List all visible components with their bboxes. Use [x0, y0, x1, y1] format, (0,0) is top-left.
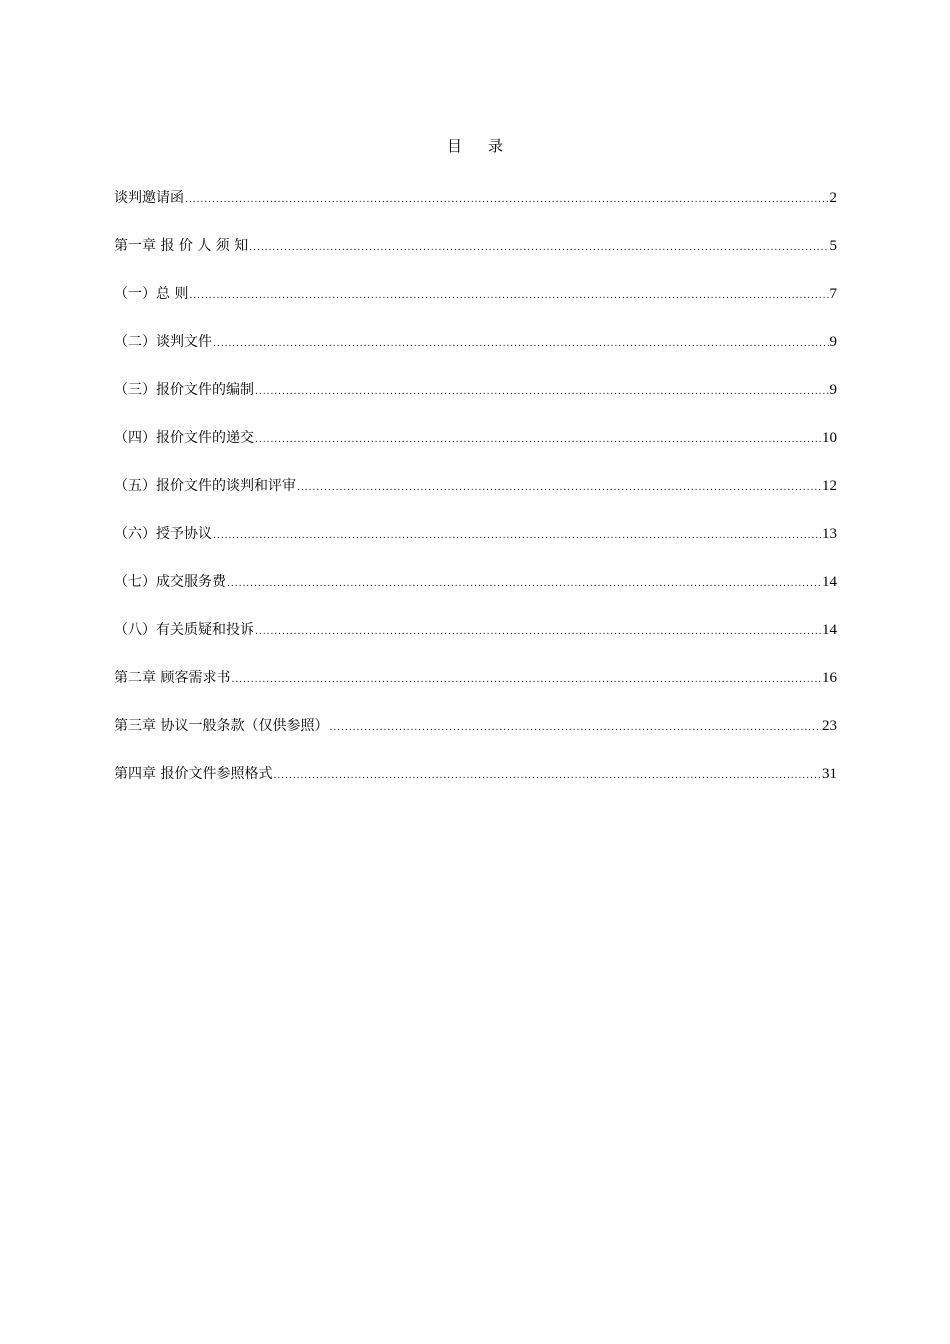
toc-entry-label: 第二章 顾客需求书 [114, 670, 231, 686]
toc-entry-label: （七）成交服务费 [114, 574, 226, 590]
toc-entry-section-3[interactable] [114, 378, 837, 426]
toc-entry-label: 谈判邀请函 [114, 190, 184, 206]
toc-entry-section-6[interactable] [114, 522, 837, 570]
toc-entry-page-number: 5 [829, 238, 837, 254]
toc-entry-page-number: 9 [829, 382, 837, 398]
toc-entry-page-number: 7 [829, 286, 837, 302]
dot-leader [249, 236, 828, 260]
dot-leader [185, 188, 829, 212]
dot-leader [213, 524, 821, 548]
dot-leader [255, 620, 821, 644]
toc-entry-page-number: 23 [822, 718, 837, 734]
toc-entry-label: 第一章 报 价 人 须 知 [114, 238, 249, 254]
toc-entry-section-8[interactable] [114, 618, 837, 666]
toc-entry-label: （六）授予协议 [114, 526, 212, 542]
toc-entry-page-number: 16 [822, 670, 837, 686]
toc-entry-section-2[interactable] [114, 330, 837, 378]
toc-entry-label: （二）谈判文件 [114, 334, 212, 350]
dot-leader [213, 332, 829, 356]
toc-entry-page-number: 14 [822, 574, 837, 590]
toc-entry-page-number: 10 [822, 430, 837, 446]
dot-leader [231, 668, 821, 692]
toc-entry-chapter-4[interactable] [114, 762, 837, 810]
dot-leader [189, 284, 828, 308]
toc-title: 目录 [446, 137, 529, 155]
toc-entry-chapter-1[interactable] [114, 234, 837, 282]
toc-entry-label: （八）有关质疑和投诉 [114, 622, 254, 638]
toc-entry-label: （四）报价文件的递交 [114, 430, 254, 446]
toc-entry-invitation[interactable] [114, 186, 837, 234]
toc-entry-label: 第四章 报价文件参照格式 [114, 766, 273, 782]
toc-entry-section-5[interactable] [114, 474, 837, 522]
dot-leader [255, 380, 829, 404]
toc-entry-section-7[interactable] [114, 570, 837, 618]
toc-entry-chapter-2[interactable] [114, 666, 837, 714]
toc-entry-page-number: 31 [822, 766, 837, 782]
dot-leader [297, 476, 821, 500]
toc-entry-label: （三）报价文件的编制 [114, 382, 254, 398]
dot-leader [273, 764, 821, 788]
toc-entry-label: （五）报价文件的谈判和评审 [114, 478, 296, 494]
toc-entry-page-number: 12 [822, 478, 837, 494]
toc-entry-page-number: 13 [822, 526, 837, 542]
dot-leader [227, 572, 821, 596]
table-of-contents [114, 186, 837, 810]
toc-entry-label: （一）总 则 [114, 286, 189, 302]
toc-entry-page-number: 2 [829, 190, 837, 206]
toc-entry-page-number: 14 [822, 622, 837, 638]
toc-entry-page-number: 9 [829, 334, 837, 350]
dot-leader [255, 428, 821, 452]
toc-entry-chapter-3[interactable] [114, 714, 837, 762]
dot-leader [329, 716, 821, 740]
toc-entry-section-1[interactable] [114, 282, 837, 330]
toc-entry-section-4[interactable] [114, 426, 837, 474]
toc-entry-label: 第三章 协议一般条款（仅供参照） [114, 718, 329, 734]
